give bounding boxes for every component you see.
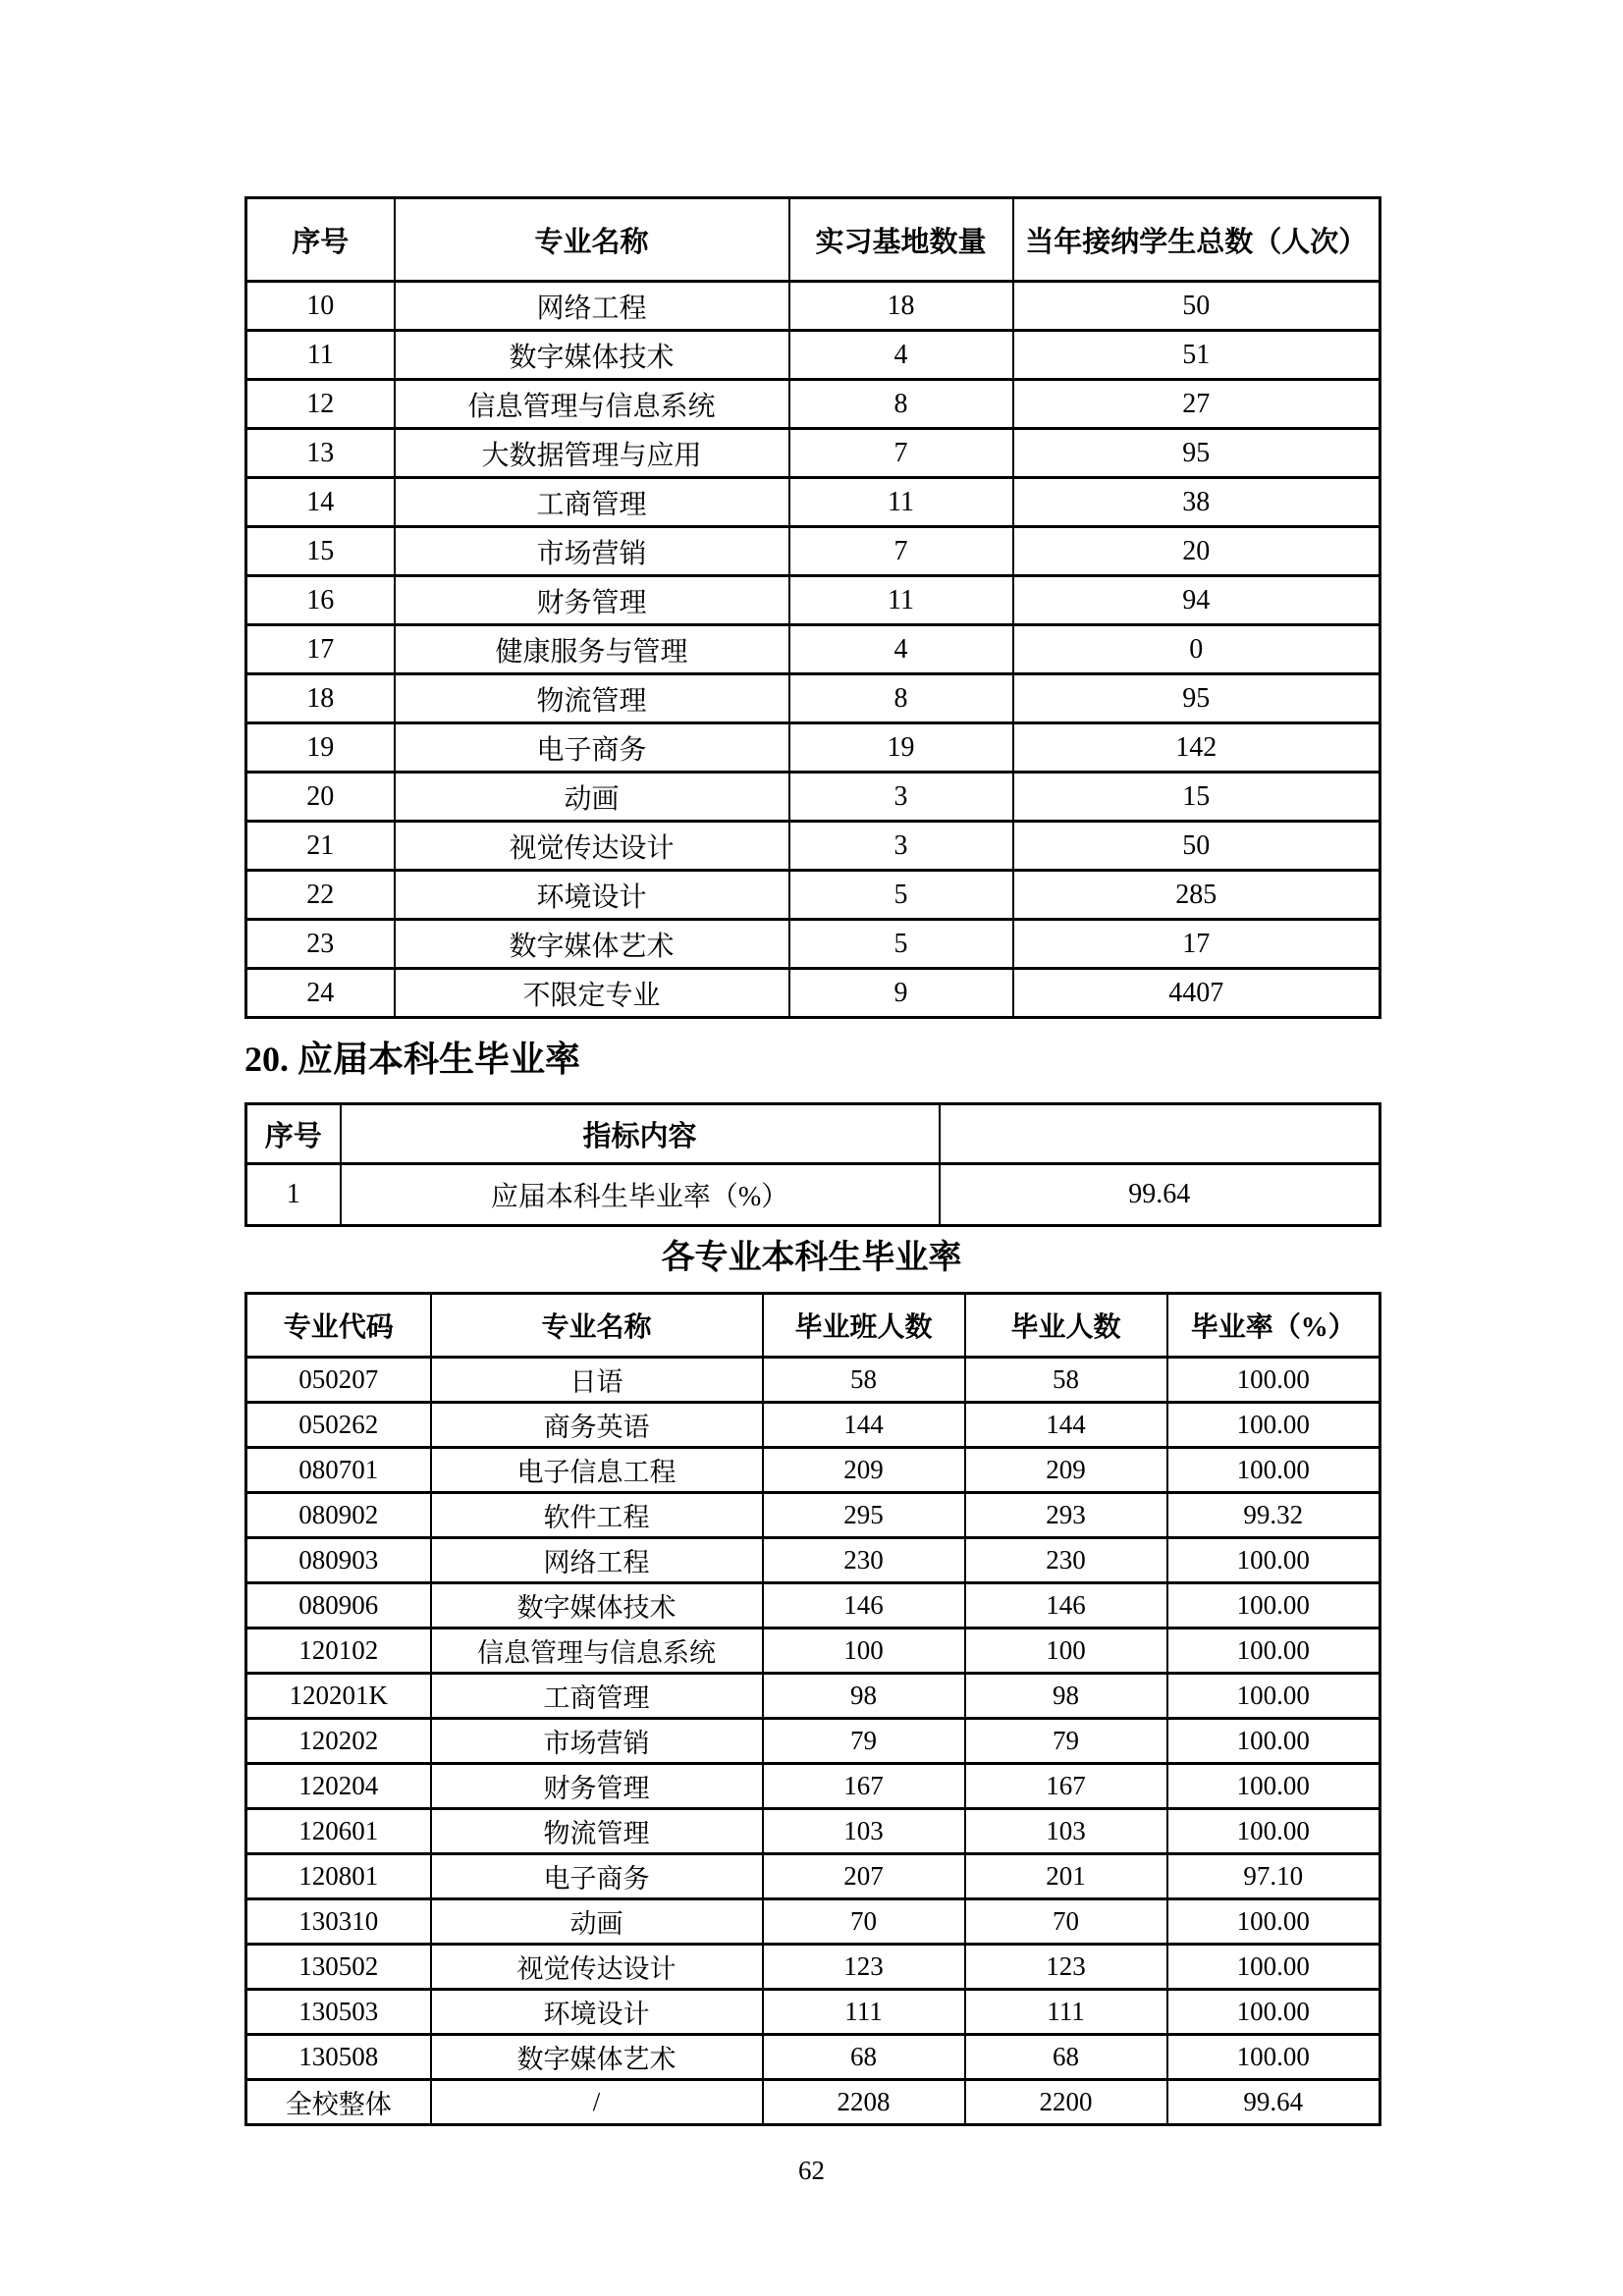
table-row xyxy=(246,380,1380,429)
table-cell: 111 xyxy=(965,1989,1167,2034)
table-row xyxy=(246,1718,1380,1763)
table-cell: 0 xyxy=(1013,625,1380,674)
table-cell: 环境设计 xyxy=(431,1989,763,2034)
table-cell: 视觉传达设计 xyxy=(431,1944,763,1989)
table-cell: 4 xyxy=(789,625,1013,674)
table-cell: 293 xyxy=(965,1492,1167,1537)
column-header xyxy=(940,1104,1380,1164)
table-cell: 120202 xyxy=(246,1718,431,1763)
table-cell: 201 xyxy=(965,1853,1167,1898)
graduation-rate-indicator-table xyxy=(244,1102,1381,1227)
table-cell: 38 xyxy=(1013,478,1380,527)
column-header: 序号 xyxy=(246,1104,341,1164)
table-row xyxy=(246,2034,1380,2079)
table-cell: 285 xyxy=(1013,871,1380,920)
table-cell: 工商管理 xyxy=(431,1673,763,1718)
table-cell: 17 xyxy=(1013,920,1380,969)
section-heading: 20. 应届本科生毕业率 xyxy=(244,1040,581,1079)
table-cell: 7 xyxy=(789,527,1013,576)
table-cell: 50 xyxy=(1013,282,1380,331)
column-header: 专业代码 xyxy=(246,1293,431,1357)
table-cell: 120601 xyxy=(246,1808,431,1853)
table-cell: 3 xyxy=(789,773,1013,822)
table-cell: 3 xyxy=(789,822,1013,871)
table-cell: 207 xyxy=(763,1853,965,1898)
table-cell: 120201K xyxy=(246,1673,431,1718)
table-row xyxy=(246,625,1380,674)
table-cell: 17 xyxy=(246,625,395,674)
table-cell: 99.32 xyxy=(1167,1492,1380,1537)
table-cell: 050262 xyxy=(246,1402,431,1447)
table-cell: 167 xyxy=(763,1763,965,1808)
table-cell: 网络工程 xyxy=(395,282,789,331)
table-cell: 130310 xyxy=(246,1898,431,1944)
table-cell: 数字媒体艺术 xyxy=(431,2034,763,2079)
table-cell: 4407 xyxy=(1013,969,1380,1018)
table-cell: 19 xyxy=(246,723,395,773)
table-cell: 99.64 xyxy=(1167,2079,1380,2124)
table-cell: 70 xyxy=(965,1898,1167,1944)
table-cell: 13 xyxy=(246,429,395,478)
column-header: 毕业班人数 xyxy=(763,1293,965,1357)
table-cell: 68 xyxy=(965,2034,1167,2079)
table-cell: 大数据管理与应用 xyxy=(395,429,789,478)
table-row xyxy=(246,1402,1380,1447)
table-cell: 2208 xyxy=(763,2079,965,2124)
table-cell: 58 xyxy=(763,1357,965,1402)
table-cell: 100.00 xyxy=(1167,1808,1380,1853)
table-header-row xyxy=(246,1293,1380,1357)
table-cell: 080902 xyxy=(246,1492,431,1537)
table-cell: 100.00 xyxy=(1167,1357,1380,1402)
table-cell: 12 xyxy=(246,380,395,429)
table-cell: 数字媒体艺术 xyxy=(395,920,789,969)
table-cell: 商务英语 xyxy=(431,1402,763,1447)
table-row xyxy=(246,1673,1380,1718)
table-cell: 94 xyxy=(1013,576,1380,625)
table-cell: 120204 xyxy=(246,1763,431,1808)
table-cell: 100.00 xyxy=(1167,1402,1380,1447)
table-row xyxy=(246,282,1380,331)
table-cell: 103 xyxy=(763,1808,965,1853)
table-cell: 8 xyxy=(789,380,1013,429)
table-cell: 5 xyxy=(789,871,1013,920)
table-row xyxy=(246,1808,1380,1853)
page-content xyxy=(244,196,1379,2186)
table-row xyxy=(246,331,1380,380)
table-cell: 2200 xyxy=(965,2079,1167,2124)
table-cell: 物流管理 xyxy=(395,674,789,723)
table-row xyxy=(246,773,1380,822)
table-cell: 146 xyxy=(965,1582,1167,1628)
table-row xyxy=(246,871,1380,920)
table-cell: 20 xyxy=(1013,527,1380,576)
table-cell: 080906 xyxy=(246,1582,431,1628)
column-header: 毕业人数 xyxy=(965,1293,1167,1357)
table-cell: 网络工程 xyxy=(431,1537,763,1582)
table-cell: 22 xyxy=(246,871,395,920)
table-cell: 11 xyxy=(789,478,1013,527)
table-cell: 视觉传达设计 xyxy=(395,822,789,871)
column-header: 当年接纳学生总数（人次） xyxy=(1013,198,1380,282)
table-cell: 全校整体 xyxy=(246,2079,431,2124)
table-cell: 信息管理与信息系统 xyxy=(431,1628,763,1673)
table-cell: / xyxy=(431,2079,763,2124)
table-cell: 24 xyxy=(246,969,395,1018)
table-row xyxy=(246,527,1380,576)
table-cell: 120102 xyxy=(246,1628,431,1673)
table-cell: 18 xyxy=(246,674,395,723)
table-cell: 1 xyxy=(246,1164,341,1226)
table-cell: 电子商务 xyxy=(431,1853,763,1898)
table-cell: 68 xyxy=(763,2034,965,2079)
table-cell: 98 xyxy=(965,1673,1167,1718)
column-header: 专业名称 xyxy=(431,1293,763,1357)
table-row xyxy=(246,920,1380,969)
table-cell: 15 xyxy=(246,527,395,576)
table-cell: 5 xyxy=(789,920,1013,969)
column-header: 毕业率（%） xyxy=(1167,1293,1380,1357)
table-cell: 295 xyxy=(763,1492,965,1537)
table-cell: 应届本科生毕业率（%） xyxy=(341,1164,940,1226)
table-cell: 动画 xyxy=(395,773,789,822)
table-cell: 动画 xyxy=(431,1898,763,1944)
table-cell: 信息管理与信息系统 xyxy=(395,380,789,429)
table-cell: 100.00 xyxy=(1167,1989,1380,2034)
column-header: 专业名称 xyxy=(395,198,789,282)
table-cell: 95 xyxy=(1013,429,1380,478)
table-cell: 21 xyxy=(246,822,395,871)
table-cell: 58 xyxy=(965,1357,1167,1402)
table-cell: 100.00 xyxy=(1167,1673,1380,1718)
table-cell: 230 xyxy=(763,1537,965,1582)
table-row xyxy=(246,1447,1380,1492)
table-row xyxy=(246,1357,1380,1402)
table-cell: 10 xyxy=(246,282,395,331)
table-cell: 市场营销 xyxy=(431,1718,763,1763)
table-cell: 130503 xyxy=(246,1989,431,2034)
column-header: 序号 xyxy=(246,198,395,282)
table-cell: 16 xyxy=(246,576,395,625)
table-cell: 15 xyxy=(1013,773,1380,822)
table-cell: 167 xyxy=(965,1763,1167,1808)
table-row xyxy=(246,1763,1380,1808)
table-cell: 50 xyxy=(1013,822,1380,871)
table-cell: 51 xyxy=(1013,331,1380,380)
table-cell: 146 xyxy=(763,1582,965,1628)
table-cell: 144 xyxy=(965,1402,1167,1447)
table-cell: 100.00 xyxy=(1167,1718,1380,1763)
table-cell: 100.00 xyxy=(1167,1447,1380,1492)
table-header-row xyxy=(246,1104,1380,1164)
table-row xyxy=(246,1944,1380,1989)
table-cell: 230 xyxy=(965,1537,1167,1582)
table-cell: 95 xyxy=(1013,674,1380,723)
table-cell: 数字媒体技术 xyxy=(431,1582,763,1628)
table-cell: 软件工程 xyxy=(431,1492,763,1537)
table-cell: 100.00 xyxy=(1167,2034,1380,2079)
table-cell: 100.00 xyxy=(1167,1763,1380,1808)
table-row xyxy=(246,1628,1380,1673)
table-cell: 11 xyxy=(246,331,395,380)
table-cell: 130508 xyxy=(246,2034,431,2079)
table-cell: 103 xyxy=(965,1808,1167,1853)
table-cell: 财务管理 xyxy=(395,576,789,625)
table-row xyxy=(246,1989,1380,2034)
table-cell: 工商管理 xyxy=(395,478,789,527)
table-cell: 144 xyxy=(763,1402,965,1447)
table-row xyxy=(246,2079,1380,2124)
table-row xyxy=(246,674,1380,723)
table-row xyxy=(246,723,1380,773)
table-cell: 不限定专业 xyxy=(395,969,789,1018)
table-cell: 111 xyxy=(763,1989,965,2034)
table-row xyxy=(246,1582,1380,1628)
table-cell: 080701 xyxy=(246,1447,431,1492)
table-cell: 100.00 xyxy=(1167,1628,1380,1673)
major-graduation-rate-table xyxy=(244,1292,1381,2126)
table-cell: 财务管理 xyxy=(431,1763,763,1808)
table-row xyxy=(246,429,1380,478)
table-row xyxy=(246,969,1380,1018)
table-cell: 健康服务与管理 xyxy=(395,625,789,674)
table-row xyxy=(246,1898,1380,1944)
table-cell: 19 xyxy=(789,723,1013,773)
table-cell: 18 xyxy=(789,282,1013,331)
table-row xyxy=(246,1853,1380,1898)
page-number: 62 xyxy=(798,2155,825,2185)
table-cell: 130502 xyxy=(246,1944,431,1989)
table-cell: 23 xyxy=(246,920,395,969)
table-cell: 日语 xyxy=(431,1357,763,1402)
table-cell: 209 xyxy=(763,1447,965,1492)
table-cell: 4 xyxy=(789,331,1013,380)
table-cell: 100.00 xyxy=(1167,1537,1380,1582)
table-cell: 120801 xyxy=(246,1853,431,1898)
table-cell: 100.00 xyxy=(1167,1944,1380,1989)
table-row xyxy=(246,1537,1380,1582)
table-cell: 98 xyxy=(763,1673,965,1718)
table-cell: 100.00 xyxy=(1167,1898,1380,1944)
table-row xyxy=(246,1492,1380,1537)
table-cell: 电子信息工程 xyxy=(431,1447,763,1492)
table-subtitle: 各专业本科生毕业率 xyxy=(661,1240,962,1277)
table-cell: 市场营销 xyxy=(395,527,789,576)
table-cell: 7 xyxy=(789,429,1013,478)
table-row xyxy=(246,478,1380,527)
table-cell: 9 xyxy=(789,969,1013,1018)
table-cell: 050207 xyxy=(246,1357,431,1402)
table-cell: 142 xyxy=(1013,723,1380,773)
table-cell: 209 xyxy=(965,1447,1167,1492)
table-row xyxy=(246,1164,1380,1226)
table-cell: 100.00 xyxy=(1167,1582,1380,1628)
table-cell: 100 xyxy=(965,1628,1167,1673)
table-row xyxy=(246,576,1380,625)
column-header: 实习基地数量 xyxy=(789,198,1013,282)
table-header-row xyxy=(246,198,1380,282)
table-cell: 11 xyxy=(789,576,1013,625)
table-cell: 70 xyxy=(763,1898,965,1944)
table-row xyxy=(246,822,1380,871)
table-cell: 79 xyxy=(965,1718,1167,1763)
internship-base-table xyxy=(244,196,1381,1019)
table-cell: 14 xyxy=(246,478,395,527)
table-cell: 123 xyxy=(763,1944,965,1989)
table-cell: 79 xyxy=(763,1718,965,1763)
table-cell: 8 xyxy=(789,674,1013,723)
table-cell: 环境设计 xyxy=(395,871,789,920)
table-cell: 物流管理 xyxy=(431,1808,763,1853)
table-cell: 电子商务 xyxy=(395,723,789,773)
table-cell: 20 xyxy=(246,773,395,822)
table-cell: 27 xyxy=(1013,380,1380,429)
table-cell: 97.10 xyxy=(1167,1853,1380,1898)
table-cell: 100 xyxy=(763,1628,965,1673)
table-cell: 数字媒体技术 xyxy=(395,331,789,380)
table-cell: 99.64 xyxy=(940,1164,1380,1226)
table-cell: 123 xyxy=(965,1944,1167,1989)
column-header: 指标内容 xyxy=(341,1104,940,1164)
table-cell: 080903 xyxy=(246,1537,431,1582)
